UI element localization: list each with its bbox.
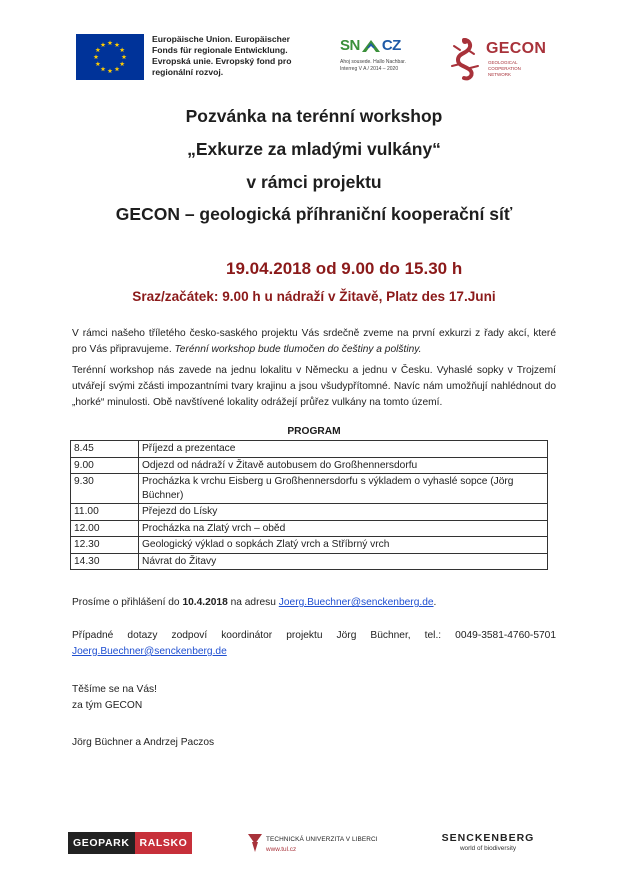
intro-text: V rámci našeho tříletého česko-saského projektu Vás srdečně zveme na první exkurzi z řady akcí, které pro Vás připravujeme. bbox=[72, 328, 556, 355]
program-row bbox=[71, 520, 548, 537]
title-line-1: Pozvánka na terénní workshop bbox=[185, 106, 443, 126]
program-activity: Procházka na Zlatý vrch – oběd bbox=[139, 520, 548, 537]
registration-end: . bbox=[433, 597, 437, 608]
contact-paragraph bbox=[72, 628, 556, 660]
senckenberg-subtitle: world of biodiversity bbox=[459, 845, 517, 852]
program-activity: Procházka k vrchu Eisberg u Großhennersdorfu s výkladem o vyhaslé sopce (Jörg Büchner) bbox=[139, 474, 548, 504]
program-activity: Geologický výklad o sopkách Zlatý vrch a Stříbrný vrch bbox=[139, 537, 548, 554]
sncz-sub-line: Ahoj sousede. Hallo Nachbar. bbox=[340, 59, 406, 65]
program-row bbox=[71, 553, 548, 570]
registration-text-2: na adresu bbox=[230, 597, 276, 608]
registration-deadline: 10.4.2018 bbox=[182, 597, 228, 608]
program-time: 14.30 bbox=[71, 553, 139, 570]
ralsko-text: RALSKO bbox=[135, 832, 193, 854]
registration-text: Prosíme o přihlášení do bbox=[72, 597, 180, 608]
gecon-logo bbox=[446, 36, 546, 84]
registration-line bbox=[72, 595, 556, 611]
eu-star bbox=[108, 68, 113, 73]
tul-url: www.tul.cz bbox=[266, 846, 297, 853]
geopark-ralsko-logo bbox=[68, 832, 188, 854]
title-line-3: v rámci projektu bbox=[246, 172, 382, 192]
gecon-sub-line: GEOLOGICAL bbox=[488, 60, 518, 65]
program-time: 9.00 bbox=[71, 457, 139, 474]
senckenberg-logo bbox=[438, 832, 538, 852]
gecon-sub-line: COOPERATION bbox=[488, 66, 521, 71]
closing-line: Těšíme se na Vás! bbox=[72, 684, 157, 695]
tul-logo bbox=[248, 834, 398, 858]
eu-text-line: regionální rozvoj. bbox=[152, 67, 224, 77]
sncz-sn-text: SN bbox=[340, 36, 360, 54]
eu-text-line: Fonds für regionale Entwicklung. bbox=[152, 45, 288, 55]
sncz-sub-line: Interreg V A / 2014 – 2020 bbox=[340, 65, 399, 72]
eu-star bbox=[95, 61, 100, 66]
eu-text-line: Europäische Union. Europäischer bbox=[152, 34, 291, 44]
eu-star bbox=[101, 42, 106, 47]
program-row bbox=[71, 504, 548, 521]
description-paragraph: Terénní workshop nás zavede na jednu lokalitu v Německu a jednu v Česku. Vyhaslé sopky v Trojzemí utvářejí svými zčásti impozantními tvary krajinu a jsou všudypřítomné. Navíc nám umožňují nahlédnout do „horké“ minulosti. Obě navštívené lokality odrážejí průřez vulkány na tomto území. bbox=[72, 365, 556, 408]
tul-name: TECHNICKÁ UNIVERZITA V LIBERCI bbox=[266, 836, 378, 843]
geopark-text: GEOPARK bbox=[68, 832, 135, 854]
interreg-sncz-logo bbox=[340, 34, 415, 72]
contact-text: Případné dotazy zodpoví koordinátor projektu Jörg Büchner, tel.: 0049-3581-4760-5701 bbox=[72, 630, 556, 641]
eu-star bbox=[120, 47, 125, 52]
eu-star bbox=[95, 47, 100, 52]
program-row bbox=[71, 474, 548, 504]
program-row bbox=[71, 457, 548, 474]
registration-email-link[interactable]: Joerg.Buechner@senckenberg.de bbox=[278, 597, 434, 608]
eu-star bbox=[122, 54, 127, 59]
event-date: 19.04.2018 od 9.00 do 15.30 h bbox=[226, 259, 463, 278]
eu-star bbox=[120, 61, 125, 66]
program-time: 9.30 bbox=[71, 474, 139, 504]
closing-block bbox=[72, 682, 556, 714]
meeting-point: Sraz/začátek: 9.00 h u nádraží v Žitavě, Platz des 17.Juni bbox=[132, 289, 496, 304]
title-line-4: GECON – geologická příhraniční kooperační síť bbox=[115, 204, 513, 224]
program-row bbox=[71, 537, 548, 554]
eu-stars-icon bbox=[76, 34, 144, 80]
program-activity: Návrat do Žitavy bbox=[139, 553, 548, 570]
eu-star bbox=[108, 40, 113, 45]
gecon-sub-line: NETWORK bbox=[488, 72, 511, 77]
signers: Jörg Büchner a Andrzej Paczos bbox=[72, 737, 215, 748]
sncz-cz-text: CZ bbox=[381, 36, 401, 54]
program-activity: Odjezd od nádraží v Žitavě autobusem do Großhennersdorfu bbox=[139, 457, 548, 474]
program-time: 12.30 bbox=[71, 537, 139, 554]
contact-email-link[interactable]: Joerg.Buechner@senckenberg.de bbox=[72, 645, 227, 657]
closing-line: za tým GECON bbox=[72, 699, 143, 711]
program-time: 11.00 bbox=[71, 504, 139, 521]
program-heading: PROGRAM bbox=[287, 426, 341, 437]
program-activity: Přejezd do Lísky bbox=[139, 504, 548, 521]
program-activity: Příjezd a prezentace bbox=[139, 441, 548, 458]
program-time: 8.45 bbox=[71, 441, 139, 458]
senckenberg-name: SENCKENBERG bbox=[441, 832, 535, 844]
eu-star bbox=[115, 42, 120, 47]
eu-funding-text bbox=[152, 34, 327, 78]
interpretation-note: Terénní workshop bude tlumočen do češtiny a polštiny. bbox=[174, 343, 422, 355]
eu-star bbox=[101, 67, 106, 72]
eu-star bbox=[94, 54, 99, 59]
program-table bbox=[70, 440, 548, 570]
gecon-name: GECON bbox=[486, 40, 547, 57]
gecon-subtitle bbox=[488, 60, 548, 78]
eu-text-line: Evropská unie. Evropský fond pro bbox=[152, 56, 292, 66]
sncz-bridge-icon bbox=[360, 36, 382, 54]
title-line-2: „Exkurze za mladými vulkány“ bbox=[187, 139, 441, 159]
intro-paragraph bbox=[72, 326, 556, 358]
program-time: 12.00 bbox=[71, 520, 139, 537]
eu-star bbox=[115, 67, 120, 72]
program-row bbox=[71, 441, 548, 458]
tul-mark-icon bbox=[248, 834, 262, 852]
gecon-salamander-icon bbox=[446, 36, 486, 82]
eu-flag-logo bbox=[76, 34, 144, 80]
